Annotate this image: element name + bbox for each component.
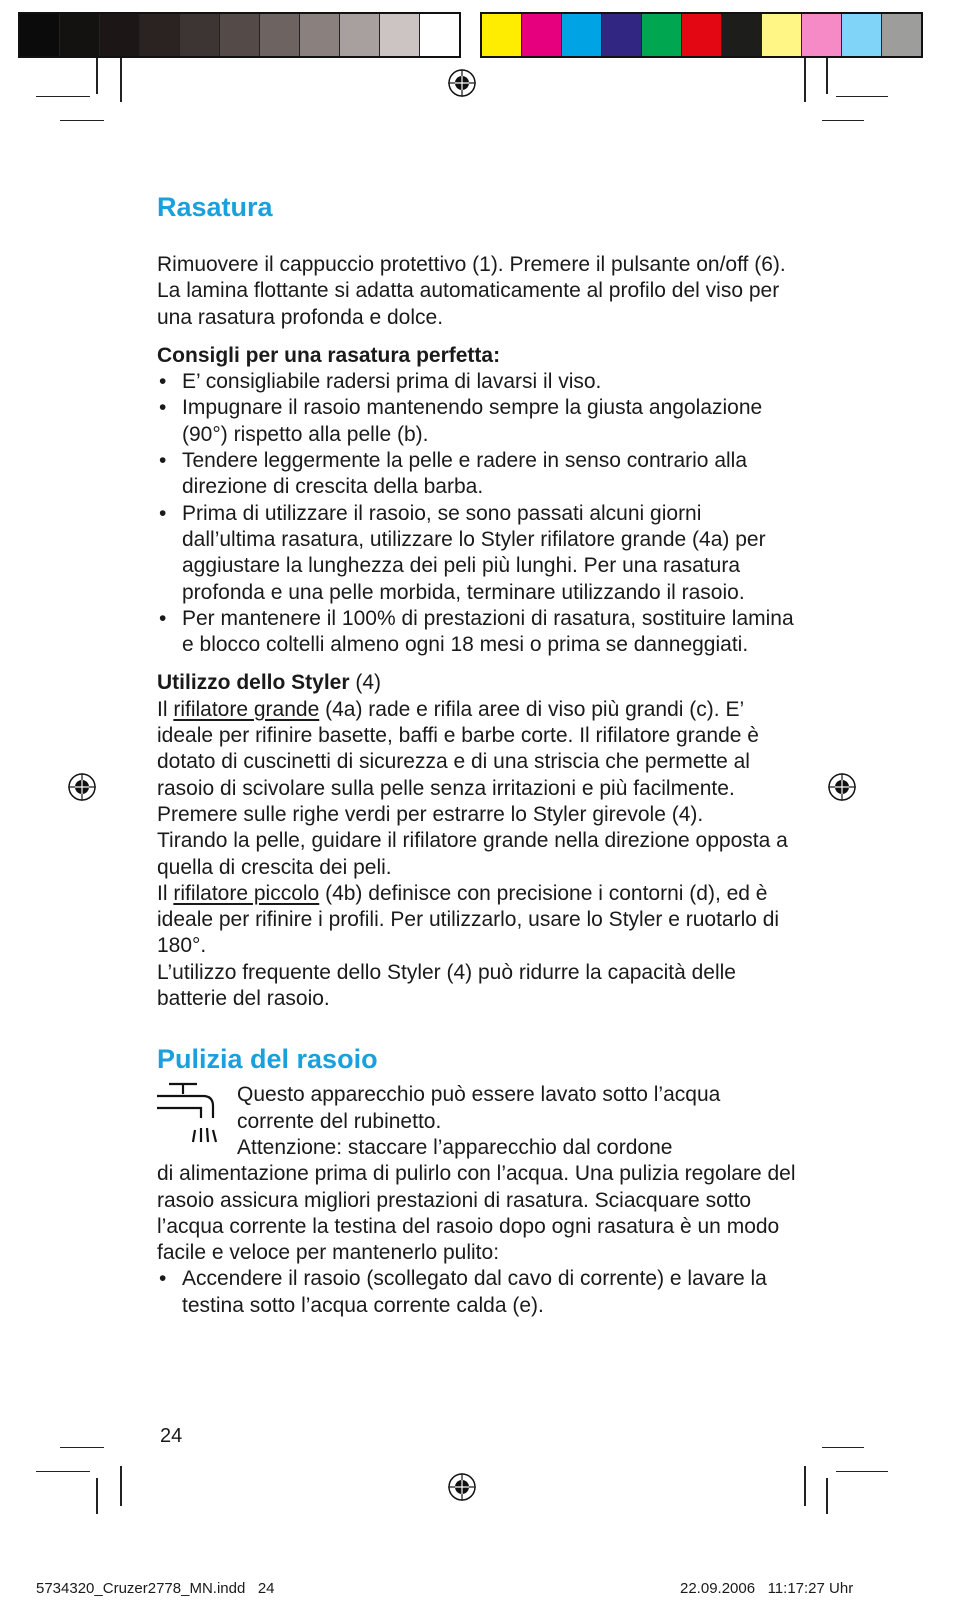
color-swatch — [642, 14, 682, 56]
tap-line: Questo apparecchio può essere lavato sotto l’acqua — [237, 1083, 721, 1107]
list-item: • Prima di utilizzare il rasoio, se sono passati alcuni giorni dall’ultima rasatura, utilizzare lo Styler rifilatore grande (4a) per aggiustare la lunghezza dei peli più lunghi. Per una rasatura profonda e una pelle morbida, terminare utilizzando il rasoio. — [157, 501, 797, 606]
tips-title: Consigli per una rasatura perfetta: — [157, 343, 501, 367]
gray-swatch — [140, 14, 180, 56]
process-color-bar — [480, 12, 923, 58]
water-tap-icon — [157, 1082, 237, 1148]
gray-swatch — [20, 14, 60, 56]
registration-mark-icon — [827, 772, 857, 802]
text-run: (4a) rade e rifila aree di viso più grandi (c). E’ ideale per rifinire basette, baffi e barbe corte. Il rifilatore grande è dotato di cuscinetti di sicurezza e di una striscia che permette al rasoio di scivolare sulla pelle senza irritazioni e più facilmente. Premere sulle righe verdi per estrarre lo Styler girevole (4). — [157, 697, 759, 826]
crop-mark — [836, 1471, 888, 1472]
crop-mark — [804, 1466, 806, 1506]
crop-mark — [96, 1478, 98, 1514]
section-title-rasatura: Rasatura — [157, 192, 273, 222]
crop-mark — [826, 1478, 828, 1514]
registration-mark-icon — [447, 68, 477, 98]
color-swatch — [882, 14, 921, 56]
styler-title-ref: (4) — [349, 671, 382, 695]
tap-text — [237, 1082, 720, 1161]
styler-paragraph-4: L’utilizzo frequente dello Styler (4) può ridurre la capacità delle batterie del rasoio. — [157, 960, 736, 1011]
intro-paragraph: Rimuovere il cappuccio protettivo (1). Premere il pulsante on/off (6). La lamina flottante si adatta automaticamente al profilo del viso per una rasatura profonda e dolce. — [157, 253, 786, 329]
crop-mark — [822, 120, 864, 121]
color-swatch — [562, 14, 602, 56]
gray-swatch — [420, 14, 459, 56]
grayscale-color-bar — [18, 12, 461, 58]
tips-list — [157, 369, 797, 658]
cleaning-paragraph: di alimentazione prima di pulirlo con l’acqua. Una pulizia regolare del rasoio assicura migliori prestazioni di rasatura. Sciacquare sotto l’acqua corrente la testina del rasoio dopo ogni rasatura è un modo facile e veloce per mantenerlo pulito: — [157, 1162, 796, 1265]
registration-mark-icon — [67, 772, 97, 802]
footer-filename: 5734320_Cruzer2778_MN.indd 24 — [36, 1580, 275, 1597]
crop-mark — [804, 58, 806, 102]
crop-mark — [60, 1447, 104, 1448]
color-swatch — [842, 14, 882, 56]
styler-paragraph-2: Tirando la pelle, guidare il rifilatore grande nella direzione opposta a quella di crescita dei peli. — [157, 829, 788, 879]
crop-mark — [822, 1447, 864, 1448]
color-swatch — [802, 14, 842, 56]
crop-mark — [36, 96, 90, 97]
crop-mark — [60, 120, 104, 121]
list-item: • Accendere il rasoio (scollegato dal cavo di corrente) e lavare la testina sotto l’acqua corrente calda (e). — [157, 1266, 797, 1319]
cleaning-list — [157, 1266, 797, 1319]
color-swatch — [682, 14, 722, 56]
gray-swatch — [180, 14, 220, 56]
gray-swatch — [300, 14, 340, 56]
gray-swatch — [100, 14, 140, 56]
crop-mark — [120, 1466, 122, 1506]
footer-timestamp: 22.09.2006 11:17:27 Uhr — [680, 1580, 854, 1597]
tap-line: Attenzione: staccare l’apparecchio dal cordone — [237, 1135, 673, 1159]
tap-block — [157, 1082, 797, 1161]
gray-swatch — [60, 14, 100, 56]
text-run: Il — [157, 881, 174, 905]
crop-mark — [96, 58, 98, 94]
color-swatch — [722, 14, 762, 56]
text-run: Il — [157, 697, 174, 721]
gray-swatch — [220, 14, 260, 56]
small-trimmer-term: rifilatore piccolo — [173, 881, 320, 905]
styler-title: Utilizzo dello Styler — [157, 671, 350, 695]
list-item: • Tendere leggermente la pelle e radere in senso contrario alla direzione di crescita della barba. — [157, 448, 797, 501]
color-swatch — [522, 14, 562, 56]
gray-swatch — [340, 14, 380, 56]
gray-swatch — [380, 14, 420, 56]
tap-line: corrente del rubinetto. — [237, 1109, 442, 1133]
list-item: • E’ consigliabile radersi prima di lavarsi il viso. — [157, 369, 797, 395]
registration-mark-icon — [447, 1472, 477, 1502]
color-swatch — [602, 14, 642, 56]
list-item: • Per mantenere il 100% di prestazioni di rasatura, sostituire lamina e blocco coltelli almeno ogni 18 mesi o prima se danneggiati. — [157, 606, 797, 659]
styler-paragraph-1 — [157, 697, 797, 828]
list-item: • Impugnare il rasoio mantenendo sempre la giusta angolazione (90°) rispetto alla pelle (b). — [157, 395, 797, 448]
page-number: 24 — [160, 1425, 183, 1447]
gray-swatch — [260, 14, 300, 56]
styler-paragraph-3 — [157, 881, 797, 960]
color-swatch — [762, 14, 802, 56]
page-content — [157, 190, 797, 1319]
styler-heading — [157, 670, 797, 696]
color-swatch — [482, 14, 522, 56]
section-title-pulizia: Pulizia del rasoio — [157, 1044, 378, 1075]
large-trimmer-term: rifilatore grande — [173, 697, 320, 721]
crop-mark — [36, 1471, 90, 1472]
crop-mark — [826, 58, 828, 94]
text-run: (4b) definisce con precisione i contorni (d), ed è ideale per rifinire i profili. Per utilizzarlo, usare lo Styler e ruotarlo di 180°. — [157, 881, 780, 958]
crop-mark — [836, 96, 888, 97]
crop-mark — [120, 58, 122, 102]
